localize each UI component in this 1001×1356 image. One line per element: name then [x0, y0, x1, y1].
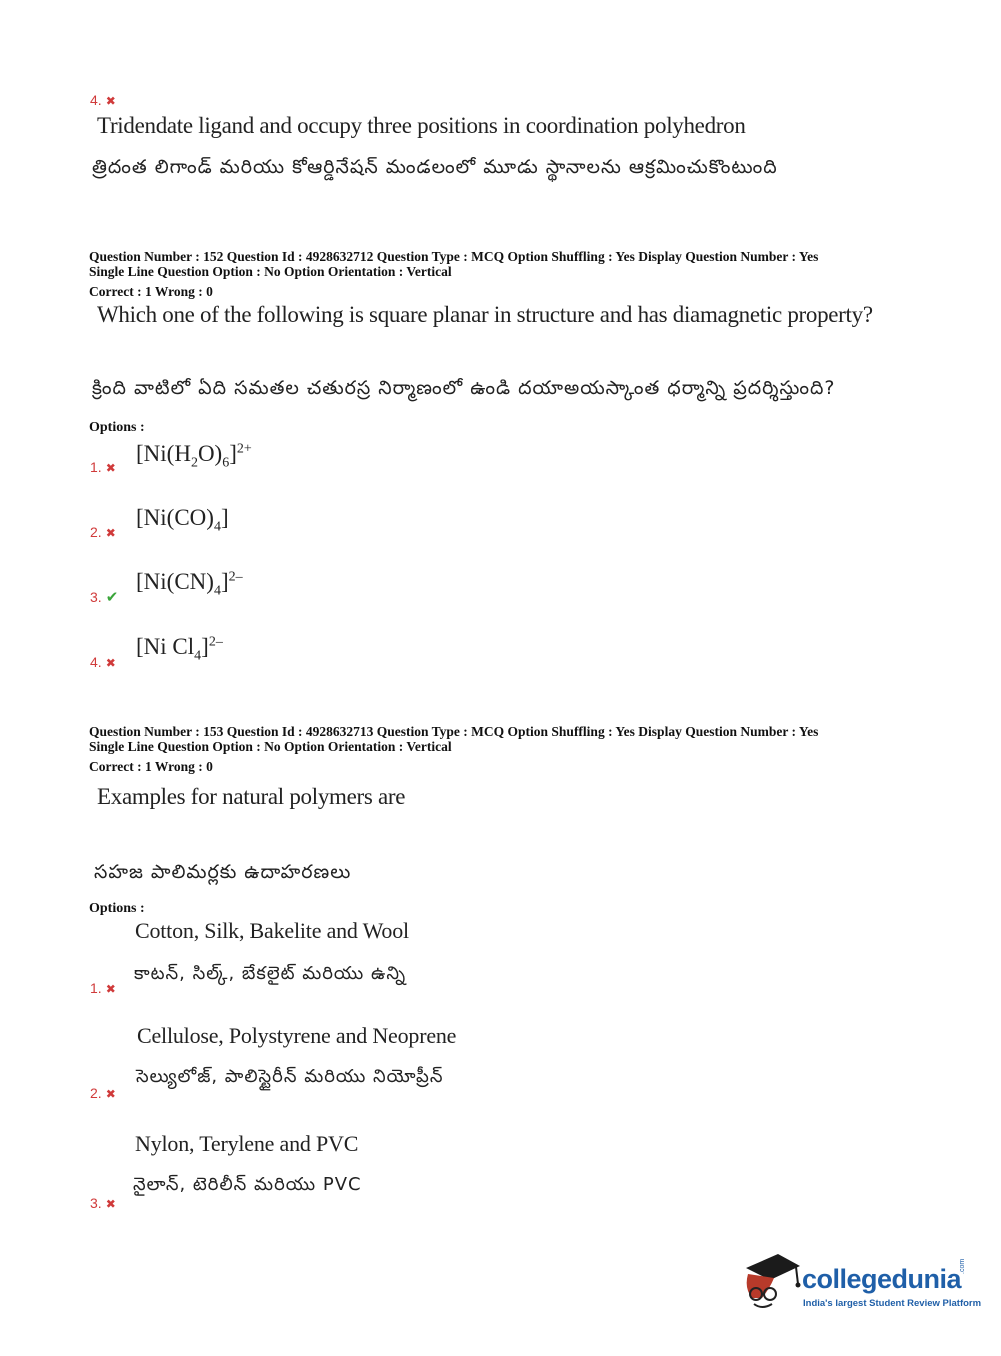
- q152-option-1-formula: [136, 441, 252, 472]
- formula-part: [Ni(H: [136, 441, 191, 466]
- prev-option-4: [90, 92, 116, 110]
- q152-meta-line3: Correct : 1 Wrong : 0: [89, 284, 213, 299]
- wrong-mark-icon: ✖: [105, 656, 116, 670]
- q152-meta-line1: Question Number : 152 Question Id : 4928632712 Question Type : MCQ Option Shuffling : Yes Display Question Number : Yes: [89, 249, 819, 264]
- q152-option-1-marker: [90, 459, 116, 477]
- logo-suffix: .com: [959, 1258, 966, 1274]
- q152-option-2-formula: [136, 505, 229, 536]
- wrong-mark-icon: ✖: [105, 1197, 116, 1211]
- q153-meta-line1: Question Number : 153 Question Id : 4928632713 Question Type : MCQ Option Shuffling : Yes Display Question Number : Yes: [89, 724, 819, 739]
- q153-option-2-te: సెల్యులోజ్, పాలిస్టైరీన్ మరియు నియోప్రీన్: [136, 1066, 444, 1087]
- formula-subscript: 4: [194, 648, 202, 664]
- formula-part: ]: [220, 569, 229, 594]
- prev-option-text-te: త్రిదంత లిగాండ్ మరియు కోఆర్డినేషన్ మండలంలో మూడు స్థానాలను ఆక్రమించుకొంటుంది: [92, 156, 778, 178]
- formula-superscript: 2+: [236, 441, 252, 457]
- option-number: 4.: [90, 654, 102, 670]
- formula-superscript: 2–: [208, 634, 223, 650]
- logo-wordmark: collegedunia: [802, 1264, 962, 1294]
- q153-meta-line2: Single Line Question Option : No Option Orientation : Vertical: [89, 739, 452, 754]
- q153-option-1-en: Cotton, Silk, Bakelite and Wool: [135, 918, 409, 943]
- q152-option-3-formula: [136, 569, 243, 600]
- option-number: 2.: [90, 1085, 102, 1101]
- formula-part: O): [197, 441, 223, 466]
- correct-check-icon: ✔: [105, 588, 119, 606]
- collegedunia-logo: [740, 1250, 982, 1320]
- q153-option-1-te: కాటన్, సిల్క్, బేకలైట్ మరియు ఉన్ని: [134, 963, 407, 984]
- graduate-mascot-icon: [740, 1250, 802, 1316]
- wrong-mark-icon: ✖: [105, 1087, 116, 1101]
- option-number: 4.: [90, 92, 102, 108]
- q152-options-label: Options :: [89, 420, 145, 435]
- q153-option-3-en: Nylon, Terylene and PVC: [135, 1131, 359, 1156]
- wrong-mark-icon: ✖: [105, 461, 116, 475]
- option-number: 1.: [90, 459, 102, 475]
- formula-part: ]: [220, 505, 229, 530]
- option-number: 3.: [90, 1195, 102, 1211]
- formula-superscript: 2–: [228, 569, 243, 585]
- formula-part: ]: [229, 441, 237, 466]
- q153-question-en: Examples for natural polymers are: [97, 784, 406, 809]
- option-number: 2.: [90, 524, 102, 540]
- formula-part: ]: [201, 634, 209, 659]
- prev-option-text-en: Tridendate ligand and occupy three positions in coordination polyhedron: [97, 113, 746, 138]
- formula-part: [Ni(CO): [136, 505, 214, 530]
- logo-tagline: India's largest Student Review Platform: [803, 1298, 982, 1309]
- q152-option-3-marker: [90, 588, 118, 607]
- wrong-mark-icon: ✖: [105, 526, 116, 540]
- q152-option-4-marker: [90, 654, 116, 672]
- q153-option-2-en: Cellulose, Polystyrene and Neoprene: [137, 1023, 457, 1048]
- q153-options-label: Options :: [89, 901, 145, 916]
- option-number: 3.: [90, 589, 102, 605]
- wrong-mark-icon: ✖: [105, 94, 116, 108]
- formula-subscript: 4: [213, 519, 221, 535]
- q153-option-1-marker: [90, 980, 116, 998]
- q153-option-2-marker: [90, 1085, 116, 1103]
- formula-subscript: 4: [213, 583, 221, 599]
- formula-subscript: 6: [222, 455, 230, 471]
- formula-subscript: 2: [190, 455, 198, 471]
- q152-option-2-marker: [90, 524, 116, 542]
- q153-option-3-te: నైలాన్, టెరిలీన్ మరియు PVC: [133, 1174, 362, 1195]
- q153-option-3-marker: [90, 1195, 116, 1213]
- q152-option-4-formula: [136, 634, 223, 665]
- wrong-mark-icon: ✖: [105, 982, 116, 996]
- formula-part: [Ni Cl: [136, 634, 195, 659]
- q152-question-te: క్రింది వాటిలో ఏది సమతల చతురస్ర నిర్మాణంలో ఉండి దయాఅయస్కాంత ధర్మాన్ని ప్రదర్శిస్తుంది?: [92, 377, 836, 399]
- q153-meta-line3: Correct : 1 Wrong : 0: [89, 759, 213, 774]
- q152-meta-line2: Single Line Question Option : No Option Orientation : Vertical: [89, 264, 452, 279]
- q152-question-en: Which one of the following is square planar in structure and has diamagnetic property?: [97, 302, 873, 327]
- q153-question-te: సహజ పాలిమర్లకు ఉదాహరణలు: [94, 861, 352, 883]
- formula-part: [Ni(CN): [136, 569, 214, 594]
- option-number: 1.: [90, 980, 102, 996]
